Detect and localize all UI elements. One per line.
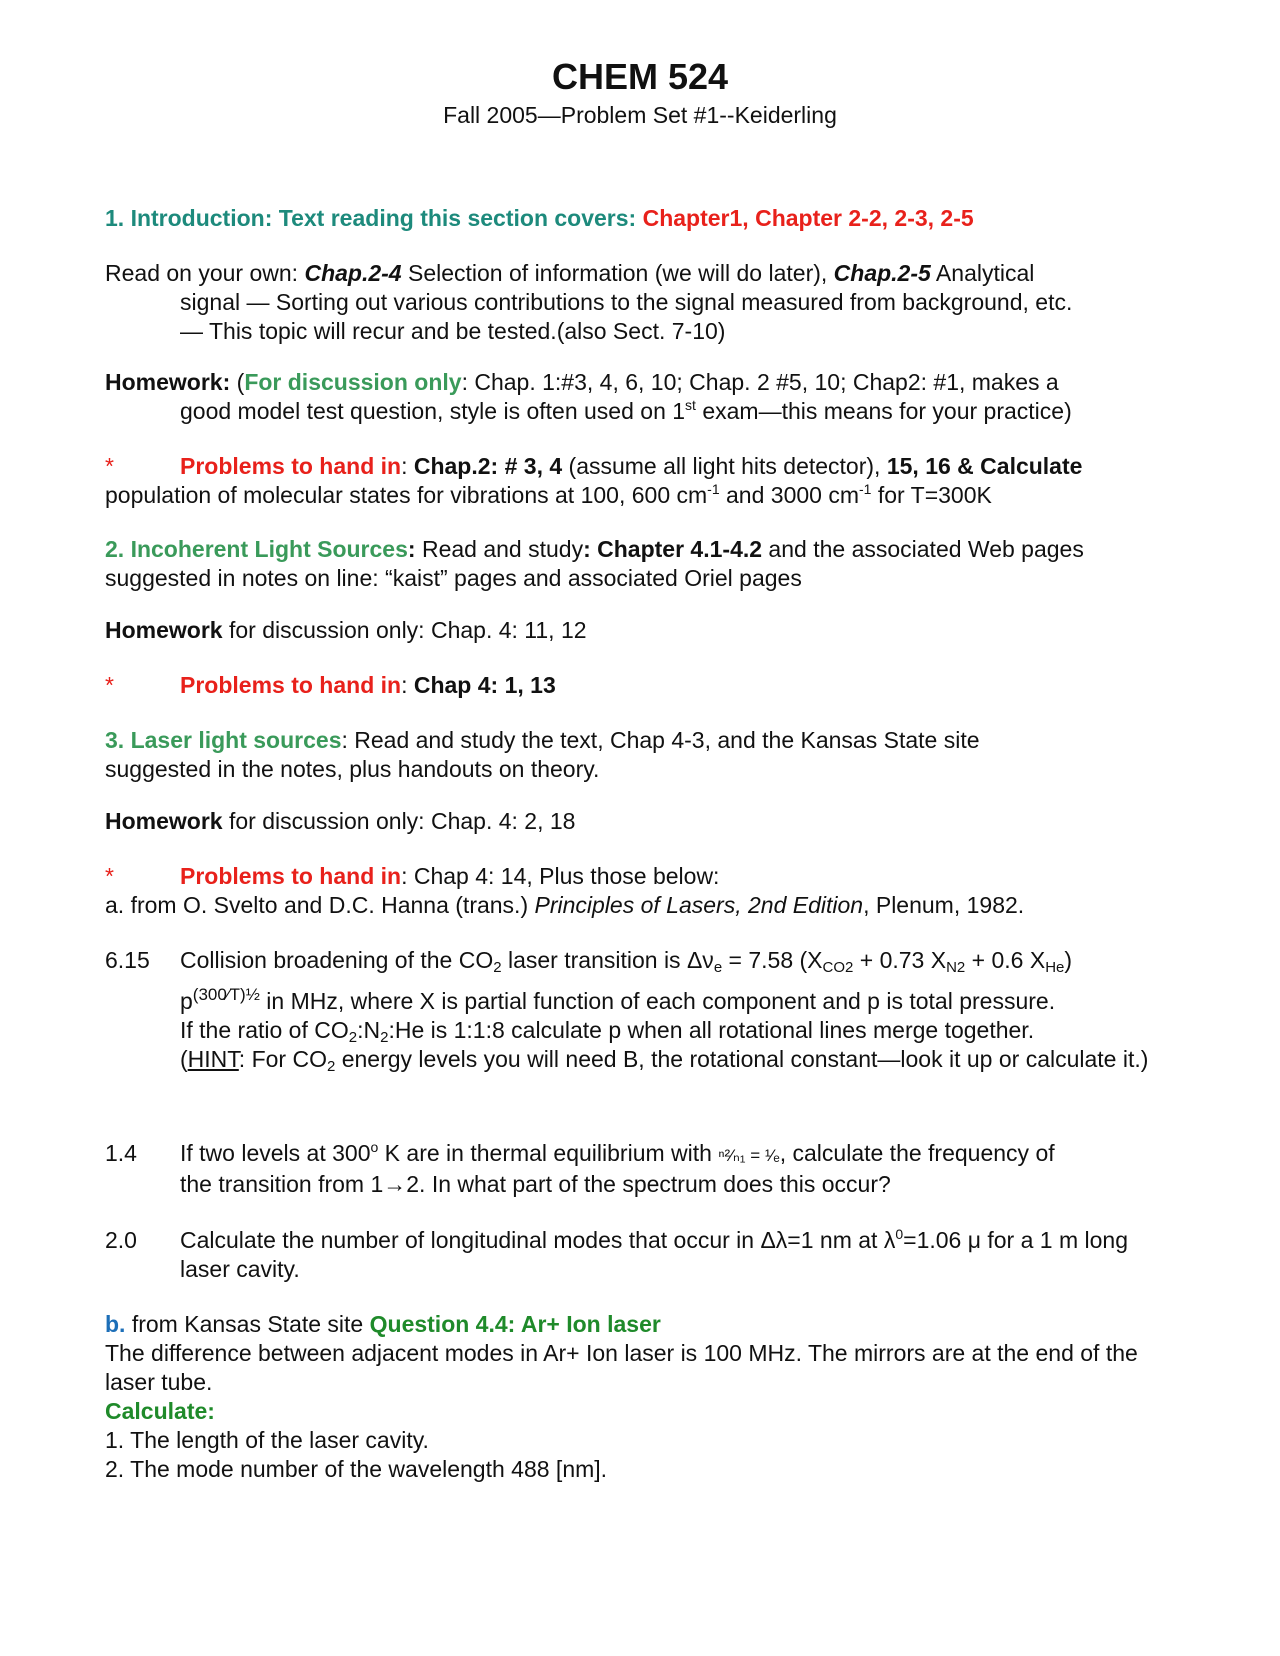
section3-intro: 3. Laser light sources: Read and study the text, Chap 4-3, and the Kansas State site suggested in the notes, plus handouts on theory.: [105, 727, 980, 782]
reading-paragraph: Read on your own: Chap.2-4 Selection of information (we will do later), Chap.2-5 Analytical signal — Sorting out various contributions to the signal measured from background, etc. — This topic will recur and be tested.(also Sect. 7-10): [105, 260, 1073, 344]
problem-number: 6.15: [105, 947, 150, 973]
section1-handin: * Problems to hand in: Chap.2: # 3, 4 (assume all light hits detector), 15, 16 & Calculate population of molecular states for vibrations at 100, 600 $cm^{-1}$ and 3000 $cm^{-1}$ for T=300K: [105, 453, 1083, 508]
problem-number: 2.0: [105, 1227, 137, 1253]
section1-homework: Homework: (For discussion only: Chap. 1:#3, 4, 6, 10; Chap. 2 #5, 10; Chap2: #1, makes a good model test question, style is often used on 1st exam—this means for your practice): [105, 369, 1072, 424]
page-title: CHEM 524: [551, 56, 729, 97]
section2-heading: 2. Incoherent Light Sources: [105, 536, 408, 562]
section3-handin: * Problems to hand in: Chap 4: 14, Plus those below: a. from O. Svelto and D.C. Hanna (trans.) Principles of Lasers, 2nd Edition, Plenum, 1982.: [105, 863, 1025, 918]
list-item: 2. The mode number of the wavelength 488 [nm].: [105, 1456, 608, 1482]
part-b-label: b.: [105, 1311, 126, 1337]
problem-2-0: 2.0 Calculate the number of longitudinal modes that occur in Δλ=1 nm at $\lambda^0=1.06$ μ for a 1 m long laser cavity.: [105, 1226, 1128, 1282]
pressure-exponent: (300⁄T)½: [192, 985, 260, 1004]
page-subtitle: Fall 2005—Problem Set #1--Keiderling: [443, 102, 837, 128]
section2-handin: * Problems to hand in: Chap 4: 1, 13: [105, 672, 556, 698]
bullet-star: *: [105, 453, 114, 479]
section3-homework: Homework for discussion only: Chap. 4: 2, 18: [105, 808, 576, 834]
problem-6-15: 6.15 Collision broadening of the $CO_2$ laser transition is $\Delta\nu_e = 7.58$ ($X_{CO2} + 0.73$ $X_{N2} + 0.6$ $X_{He}$) $p^{(300⁄T)\frac{1}{2}}$ in MHz, where X is partial function of each component and p is total pressure. If the ratio of $CO_2:N_2:He$ is 1:1:8 calculate p when all rotational lines merge together. (HINT: For $CO_2$ energy levels you will need B, the rotational constant—look it up or calculate it.): [105, 947, 1149, 1075]
problem-number: 1.4: [105, 1140, 137, 1166]
problem-1-4: 1.4 If two levels at 300$^o$ K are in thermal equilibrium with ⁿ²⁄ₙ₁ = ¹⁄ₑ, calculate the frequency of the transition from 1→2. In what part of the spectrum does this occur?: [105, 1139, 1055, 1197]
section1-chapters: Chapter1, Chapter 2-2, 2-3, 2-5: [642, 205, 974, 231]
section3-heading: 3. Laser light sources: [105, 727, 342, 753]
section2-intro: 2. Incoherent Light Sources: Read and study: Chapter 4.1-4.2 and the associated Web pages suggested in notes on line: “kaist” pages and associated Oriel pages: [105, 536, 1084, 591]
calculate-label: Calculate:: [105, 1398, 215, 1424]
part-b: b. from Kansas State site Question 4.4: Ar+ Ion laser The difference between adjacent modes in Ar+ Ion laser is 100 MHz. The mirrors are at the end of the laser tube. Calculate: 1. The length of the laser cavity. 2. The mode number of the wavelength 488 [nm].: [105, 1311, 1138, 1482]
list-item: 1. The length of the laser cavity.: [105, 1427, 429, 1453]
section1-heading: 1. Introduction: Text reading this section covers: Chapter1, Chapter 2-2, 2-3, 2-5: [105, 205, 974, 231]
bullet-star: *: [105, 672, 114, 698]
question-title: Question 4.4: Ar+ Ion laser: [369, 1311, 661, 1337]
book-title: Principles of Lasers, 2nd Edition: [534, 892, 864, 918]
bullet-star: *: [105, 863, 114, 889]
section2-homework: Homework for discussion only: Chap. 4: 11, 12: [105, 617, 587, 643]
hint-label: HINT: [187, 1046, 239, 1072]
population-ratio: ⁿ²⁄ₙ₁ = ¹⁄ₑ: [718, 1146, 780, 1165]
